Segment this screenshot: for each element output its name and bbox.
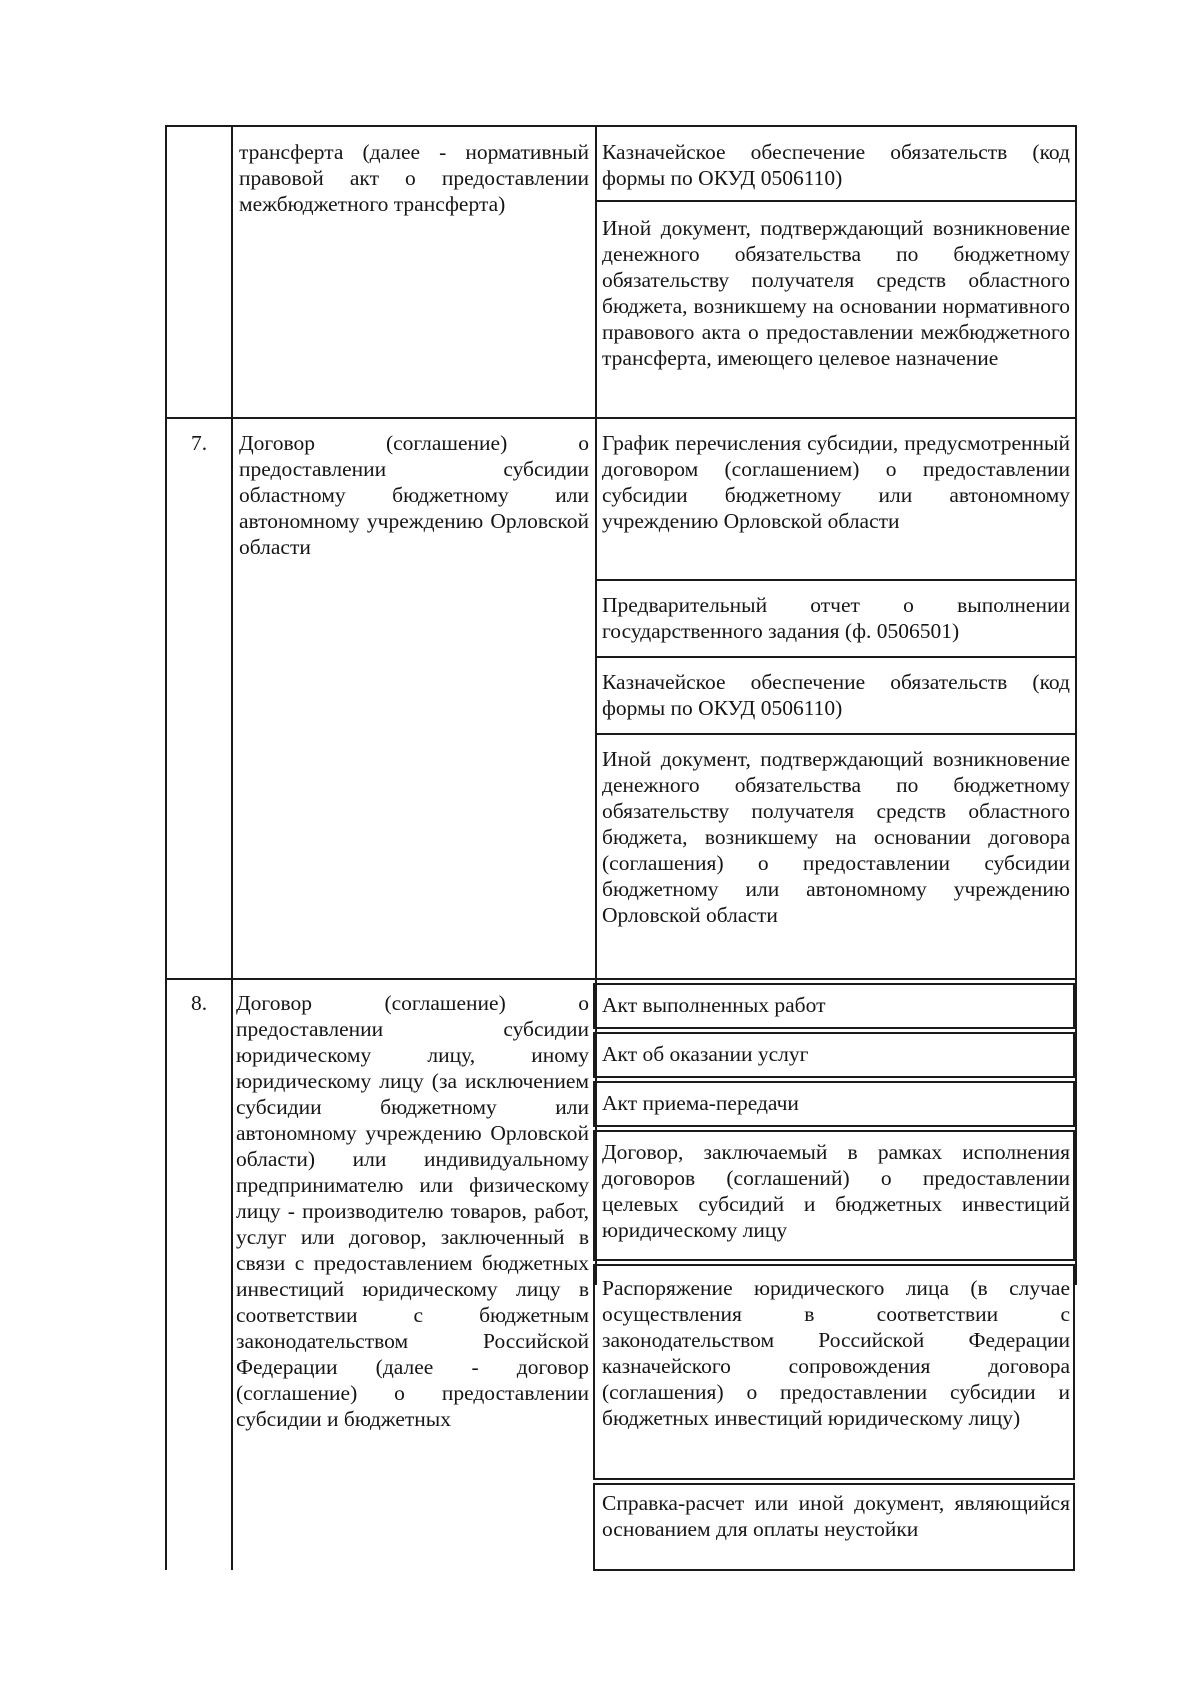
row8-left-text: Договор (соглашение) о предоставлении субсидии юридическому лицу, иному юридическому лицу (за исключением субсидии бюджетному или автономному учреждению Орловской области) или индивидуальному предпринимателю или физическому лицу - производителю товаров, работ, услуг или договор, заключенный в связи с предоставлением бюджетных инвестиций юридическому лицу в соответствии с бюджетным законодательством Российской Федерации (далее - договор (соглашение) о предоставлении субсидии и бюджетных bbox=[236, 991, 589, 1431]
row7-right-cell-4: Иной документ, подтверждающий возникновение денежного обязательства по бюджетному обязательству получателя средств областного бюджета, возникшему на основании договора (соглашения) о предоставлении субсидии бюджетному или автономному учреждению Орловской области bbox=[602, 747, 1070, 927]
row7-right-cell-3: Казначейское обеспечение обязательств (код формы по ОКУД 0506110) bbox=[602, 670, 1070, 720]
row-number-7: 7. bbox=[190, 431, 208, 455]
row7-right-cell-2: Предварительный отчет о выполнении государственного задания (ф. 0506501) bbox=[602, 593, 1070, 643]
row8-right-cell-5: Распоряжение юридического лица (в случае осуществления в соответствии с законодательством Российской Федерации казначейского сопровождения договора (соглашения) о предоставлении субсидии и бюджетных инвестиций юридическому лицу) bbox=[602, 1276, 1070, 1430]
row-separator-8 bbox=[165, 978, 1075, 980]
row7-right-cell-1: График перечисления субсидии, предусмотренный договором (соглашением) о предоставлении субсидии бюджетному или автономному учреждению Орловской области bbox=[602, 431, 1070, 533]
row1-right-cell-2: Иной документ, подтверждающий возникновение денежного обязательства по бюджетному обязательству получателя средств областного бюджета, возникшему на основании нормативного правового акта о предоставлении межбюджетного трансферта, имеющего целевое назначение bbox=[602, 216, 1070, 370]
row7-right-separator-2 bbox=[595, 656, 1075, 658]
table-right-border bbox=[1075, 125, 1077, 1285]
row-continuation-left-text: трансферта (далее - нормативный правовой акт о предоставлении межбюджетного трансферта) bbox=[239, 140, 589, 216]
row8-right-cell-3: Акт приема-передачи bbox=[602, 1091, 799, 1115]
row8-right-cell-6: Справка-расчет или иной документ, являющийся основанием для оплаты неустойки bbox=[602, 1491, 1070, 1541]
row-number-8: 8. bbox=[190, 991, 208, 1015]
row8-right-cell-1: Акт выполненных работ bbox=[602, 993, 826, 1017]
number-column-divider bbox=[231, 125, 233, 1570]
row8-right-cell-4: Договор, заключаемый в рамках исполнения договоров (соглашений) о предоставлении целевых субсидий и бюджетных инвестиций юридическому лицу bbox=[602, 1140, 1070, 1242]
row7-right-separator-3 bbox=[595, 733, 1075, 735]
table-top-border bbox=[165, 125, 1075, 127]
table-left-border bbox=[165, 125, 167, 1570]
row-separator-7 bbox=[165, 417, 1075, 419]
row1-right-cell-1: Казначейское обеспечение обязательств (код формы по ОКУД 0506110) bbox=[602, 140, 1070, 190]
row1-right-separator bbox=[595, 200, 1075, 202]
row7-right-separator-1 bbox=[595, 579, 1075, 581]
row8-right-cell-2: Акт об оказании услуг bbox=[602, 1042, 809, 1066]
row7-left-text: Договор (соглашение) о предоставлении субсидии областному бюджетному или автономному учреждению Орловской области bbox=[239, 431, 589, 559]
